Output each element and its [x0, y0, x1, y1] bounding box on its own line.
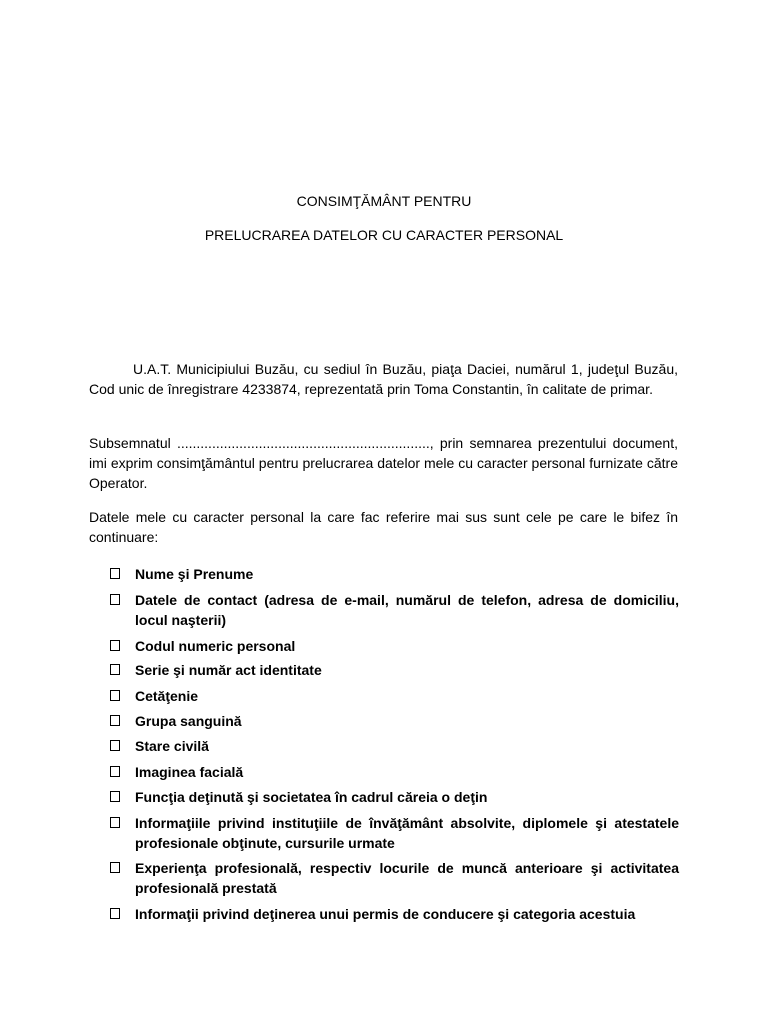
checkbox[interactable] [110, 740, 120, 751]
checkbox[interactable] [110, 568, 120, 579]
checkbox[interactable] [110, 817, 120, 828]
checklist-item-label: Informaţiile privind instituţiile de învăţământ absolvite, diplomele şi atestatele profesionale obţinute, cursurile urmate [135, 815, 679, 851]
checklist-item-label: Datele de contact (adresa de e-mail, numărul de telefon, adresa de domiciliu, locul naşterii) [135, 592, 679, 628]
checklist-item-label: Codul numeric personal [135, 638, 296, 654]
checklist-item-label: Nume şi Prenume [135, 566, 254, 582]
checkbox[interactable] [110, 766, 120, 777]
checkbox[interactable] [110, 715, 120, 726]
checklist-item-label: Experienţa profesională, respectiv locurile de muncă anterioare şi activitatea profesională prestată [135, 860, 679, 896]
document-title-line-2: PRELUCRAREA DATELOR CU CARACTER PERSONAL [204, 227, 564, 243]
checklist-item-label: Imaginea facială [135, 764, 244, 780]
checklist-item-label: Cetăţenie [135, 688, 199, 704]
consent-paragraph: Subsemnatul ................................................................., prin semnarea prezentului document, imi exprim consimţământul pentru prelucrarea datelor mele cu caracter personal furnizate către Operator. [89, 435, 678, 491]
checklist-item-label: Stare civilă [135, 738, 209, 754]
checkbox[interactable] [110, 791, 120, 802]
operator-paragraph: U.A.T. Municipiului Buzău, cu sediul în Buzău, piaţa Daciei, numărul 1, judeţul Buzău, Cod unic de înregistrare 4233874, reprezentată prin Toma Constantin, în calitate de primar. [89, 361, 678, 397]
checkbox[interactable] [110, 908, 120, 919]
data-intro-paragraph: Datele mele cu caracter personal la care fac referire mai sus sunt cele pe care le bifez în continuare: [89, 509, 678, 545]
checklist-item-label: Serie şi număr act identitate [135, 662, 322, 678]
checkbox[interactable] [110, 862, 120, 873]
checkbox[interactable] [110, 640, 120, 651]
checklist-item-label: Informaţii privind deţinerea unui permis de conducere şi categoria acestuia [135, 906, 636, 922]
document-title-line-1: CONSIMŢĂMÂNT PENTRU [296, 193, 472, 209]
checkbox[interactable] [110, 594, 120, 605]
checklist-item-label: Funcţia deţinută şi societatea în cadrul căreia o deţin [135, 789, 488, 805]
checkbox[interactable] [110, 664, 120, 675]
checkbox[interactable] [110, 690, 120, 701]
checklist-item-label: Grupa sanguină [135, 713, 242, 729]
